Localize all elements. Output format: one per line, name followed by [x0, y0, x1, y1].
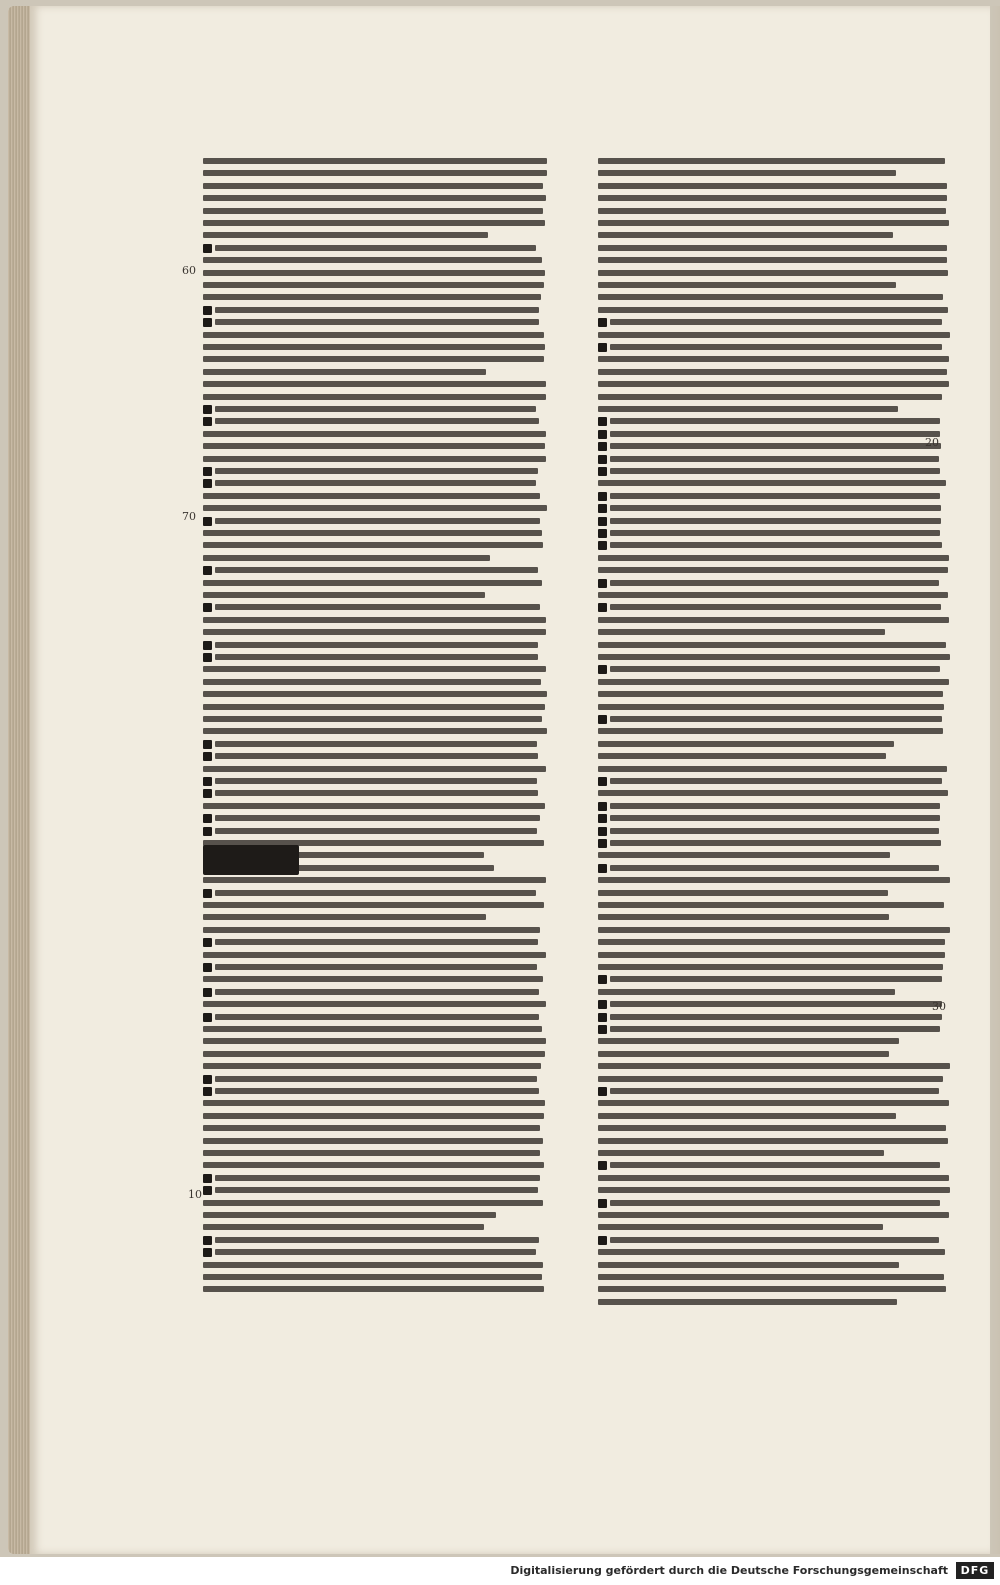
text-line [598, 1076, 943, 1082]
text-line [215, 567, 538, 573]
text-line [215, 828, 537, 834]
text-line [203, 1200, 543, 1206]
paragraph-mark [598, 802, 607, 811]
text-line [598, 1299, 897, 1305]
text-line [203, 1286, 544, 1292]
text-line [598, 1051, 889, 1057]
text-line [598, 679, 949, 685]
text-line [598, 852, 890, 858]
text-line [203, 1051, 545, 1057]
text-line [203, 952, 546, 958]
paragraph-mark [598, 579, 607, 588]
paragraph-mark [598, 814, 607, 823]
text-line [598, 914, 889, 920]
margin-number: 10 [188, 1188, 202, 1201]
text-line [598, 1138, 948, 1144]
text-line [215, 319, 539, 325]
text-line [203, 704, 545, 710]
paragraph-mark [203, 653, 212, 662]
text-line [203, 914, 486, 920]
text-line [598, 952, 945, 958]
text-line [598, 245, 947, 251]
margin-number: 20 [925, 436, 939, 449]
footer-bar [0, 1557, 1000, 1585]
text-line [203, 976, 543, 982]
paragraph-mark [203, 517, 212, 526]
text-line [203, 183, 543, 189]
text-line [610, 431, 940, 437]
text-line [203, 1212, 496, 1218]
text-line [598, 741, 894, 747]
paragraph-mark [598, 603, 607, 612]
text-line [598, 282, 896, 288]
paragraph-mark [203, 1186, 212, 1195]
text-line [203, 902, 544, 908]
text-line [598, 728, 943, 734]
text-line [203, 803, 545, 809]
text-line [203, 294, 541, 300]
text-line [203, 1026, 542, 1032]
text-line [598, 1274, 944, 1280]
text-line [598, 1113, 896, 1119]
text-line [203, 257, 542, 263]
text-line [610, 716, 942, 722]
text-line [215, 1237, 539, 1243]
text-line [598, 307, 948, 313]
paragraph-mark [203, 306, 212, 315]
paragraph-mark [203, 889, 212, 898]
text-line [215, 989, 539, 995]
text-line [610, 493, 940, 499]
paragraph-mark [598, 1000, 607, 1009]
text-line [598, 989, 895, 995]
text-line [598, 1249, 945, 1255]
text-line [203, 394, 546, 400]
text-line [610, 468, 940, 474]
text-line [610, 1162, 940, 1168]
text-line [203, 1038, 546, 1044]
paragraph-mark [598, 715, 607, 724]
paragraph-mark [203, 1236, 212, 1245]
text-line [598, 1286, 946, 1292]
text-line [598, 1150, 884, 1156]
text-line [598, 790, 948, 796]
text-line [203, 1224, 484, 1230]
text-line [203, 232, 488, 238]
text-line [215, 890, 536, 896]
text-line [598, 270, 948, 276]
text-line [203, 927, 540, 933]
text-line [203, 592, 485, 598]
text-line [610, 1001, 942, 1007]
paragraph-mark [203, 318, 212, 327]
text-line [598, 170, 896, 176]
text-line [203, 1138, 543, 1144]
text-line [215, 518, 540, 524]
text-line [598, 654, 950, 660]
paragraph-mark [203, 467, 212, 476]
text-line [610, 666, 940, 672]
text-line [598, 1100, 949, 1106]
text-line [215, 1249, 536, 1255]
paragraph-mark [598, 1013, 607, 1022]
margin-number: 60 [182, 264, 196, 277]
paragraph-mark [598, 442, 607, 451]
paragraph-mark [598, 417, 607, 426]
text-line [598, 394, 942, 400]
text-line [598, 890, 888, 896]
text-line [598, 480, 946, 486]
paragraph-mark [598, 430, 607, 439]
text-line [610, 344, 942, 350]
text-line [598, 902, 944, 908]
paragraph-mark [598, 455, 607, 464]
text-line [215, 815, 540, 821]
paragraph-mark [598, 1025, 607, 1034]
text-line [203, 493, 540, 499]
paragraph-mark [598, 541, 607, 550]
text-line [215, 468, 538, 474]
text-line [598, 1038, 899, 1044]
text-line [215, 778, 537, 784]
text-line [598, 220, 949, 226]
right-text-column [598, 158, 953, 1320]
text-line [203, 530, 542, 536]
paragraph-mark [203, 1248, 212, 1257]
text-line [610, 976, 942, 982]
text-line [598, 1175, 949, 1181]
text-line [203, 666, 546, 672]
dfg-logo: DFG [956, 1562, 994, 1579]
text-line [203, 691, 547, 697]
paragraph-mark [203, 479, 212, 488]
text-line [598, 183, 947, 189]
text-line [215, 964, 537, 970]
left-text-column [203, 158, 550, 1303]
text-line [215, 1076, 537, 1082]
text-line [598, 555, 949, 561]
text-line [203, 766, 546, 772]
text-line [598, 332, 950, 338]
text-line [215, 654, 538, 660]
text-line [598, 294, 943, 300]
text-line [215, 245, 536, 251]
text-line [610, 803, 940, 809]
text-line [598, 195, 947, 201]
paragraph-mark [598, 504, 607, 513]
text-line [203, 443, 545, 449]
text-line [610, 815, 940, 821]
text-line [203, 1063, 541, 1069]
text-line [598, 208, 946, 214]
text-line [203, 344, 545, 350]
text-line [203, 1150, 540, 1156]
text-line [610, 580, 939, 586]
text-line [598, 704, 944, 710]
text-line [598, 642, 946, 648]
text-line [215, 480, 536, 486]
paragraph-mark [203, 1075, 212, 1084]
text-line [598, 1125, 946, 1131]
text-line [610, 604, 941, 610]
text-line [203, 456, 546, 462]
text-line [203, 1162, 544, 1168]
text-line [598, 691, 943, 697]
paragraph-mark [203, 1013, 212, 1022]
text-line [215, 741, 537, 747]
paragraph-mark [598, 1161, 607, 1170]
text-line [610, 518, 941, 524]
text-line [203, 208, 543, 214]
paragraph-mark [598, 318, 607, 327]
paragraph-mark [203, 777, 212, 786]
text-line [215, 939, 538, 945]
text-line [598, 629, 885, 635]
margin-number: 30 [932, 1000, 946, 1013]
paragraph-mark [203, 1174, 212, 1183]
paragraph-mark [598, 839, 607, 848]
text-line [598, 406, 898, 412]
text-line [203, 431, 546, 437]
text-line [203, 158, 547, 164]
text-line [598, 939, 945, 945]
text-line [610, 1088, 939, 1094]
text-line [203, 505, 547, 511]
paragraph-mark [203, 988, 212, 997]
text-line [598, 964, 943, 970]
text-line [215, 406, 536, 412]
text-line [203, 195, 546, 201]
text-line [598, 1063, 950, 1069]
text-line [598, 753, 886, 759]
text-line [203, 282, 544, 288]
gutter-shadow [990, 6, 1000, 1554]
text-line [203, 679, 541, 685]
text-line [610, 418, 940, 424]
paragraph-mark [203, 814, 212, 823]
text-line [598, 567, 948, 573]
paragraph-mark [598, 343, 607, 352]
text-line [610, 1200, 940, 1206]
paragraph-mark [598, 517, 607, 526]
paragraph-mark [203, 938, 212, 947]
text-line [610, 542, 942, 548]
text-line [598, 232, 893, 238]
text-line [203, 332, 544, 338]
text-line [610, 456, 939, 462]
text-line [203, 220, 545, 226]
paragraph-mark [203, 405, 212, 414]
text-line [610, 443, 941, 449]
text-line [598, 766, 947, 772]
paragraph-mark [598, 975, 607, 984]
text-line [610, 1014, 942, 1020]
text-line [598, 877, 950, 883]
text-line [610, 505, 941, 511]
text-line [203, 1001, 546, 1007]
text-line [598, 158, 945, 164]
text-line [203, 270, 545, 276]
text-line [203, 542, 543, 548]
text-line [203, 716, 542, 722]
text-line [215, 1175, 540, 1181]
text-line [203, 1125, 540, 1131]
text-line [203, 1274, 542, 1280]
text-line [598, 927, 950, 933]
text-line [610, 530, 940, 536]
text-line [610, 865, 939, 871]
paragraph-mark [203, 566, 212, 575]
paragraph-mark [203, 603, 212, 612]
text-line [203, 369, 486, 375]
paragraph-mark [598, 665, 607, 674]
text-line [203, 728, 547, 734]
text-line [598, 1262, 899, 1268]
paragraph-mark [598, 529, 607, 538]
paragraph-mark [203, 789, 212, 798]
margin-number: 70 [182, 510, 196, 523]
paragraph-mark [203, 1087, 212, 1096]
text-line [215, 1187, 538, 1193]
text-line [598, 1212, 949, 1218]
text-line [215, 1014, 539, 1020]
paragraph-mark [598, 1199, 607, 1208]
paragraph-mark [598, 1236, 607, 1245]
text-line [598, 257, 947, 263]
paragraph-mark [203, 740, 212, 749]
text-line [215, 790, 538, 796]
paragraph-mark [203, 963, 212, 972]
text-line [598, 381, 949, 387]
funding-credit: Digitalisierung gefördert durch die Deutsche Forschungsgemeinschaft [510, 1564, 948, 1577]
text-line [598, 1187, 950, 1193]
text-line [203, 1262, 543, 1268]
text-line [203, 1100, 545, 1106]
text-line [203, 555, 490, 561]
paragraph-mark [203, 752, 212, 761]
text-line [203, 617, 546, 623]
paragraph-mark [203, 641, 212, 650]
text-line [610, 1237, 939, 1243]
paragraph-mark [203, 827, 212, 836]
text-line [598, 617, 949, 623]
text-line [598, 356, 949, 362]
heading-word-block [203, 845, 299, 875]
text-line [215, 418, 539, 424]
paragraph-mark [203, 244, 212, 253]
paragraph-mark [598, 864, 607, 873]
text-line [203, 1113, 544, 1119]
text-line [215, 753, 538, 759]
text-line [610, 828, 939, 834]
text-line [203, 877, 546, 883]
paragraph-mark [598, 1087, 607, 1096]
text-line [215, 642, 538, 648]
text-line [203, 356, 544, 362]
text-line [598, 592, 948, 598]
text-line [215, 604, 540, 610]
text-line [203, 170, 547, 176]
paragraph-mark [598, 777, 607, 786]
text-line [610, 1026, 940, 1032]
paragraph-mark [203, 417, 212, 426]
paragraph-mark [598, 467, 607, 476]
text-line [215, 307, 539, 313]
text-line [598, 369, 947, 375]
text-line [215, 1088, 539, 1094]
text-line [610, 778, 942, 784]
paragraph-mark [598, 827, 607, 836]
paragraph-mark [598, 492, 607, 501]
text-line [598, 1224, 883, 1230]
text-line [610, 840, 941, 846]
text-line [203, 580, 542, 586]
text-line [610, 319, 942, 325]
text-line [203, 381, 546, 387]
text-line [203, 629, 546, 635]
